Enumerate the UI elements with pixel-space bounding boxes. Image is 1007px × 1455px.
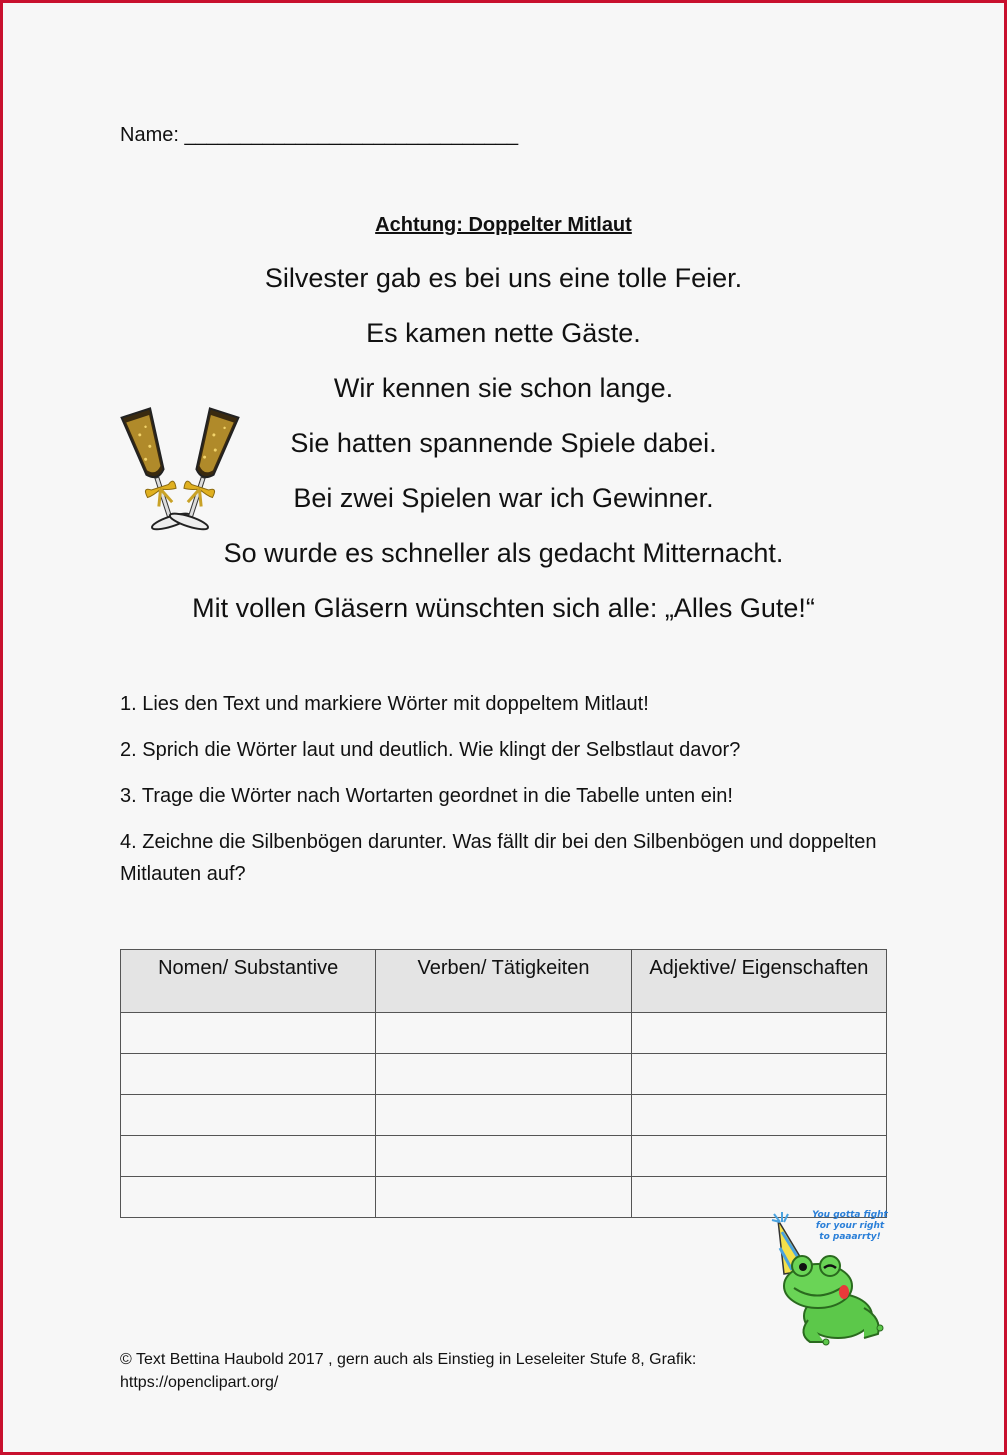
story-line: Bei zwei Spielen war ich Gewinner. — [293, 483, 714, 513]
task-item: 3. Trage die Wörter nach Wortarten geordnet in die Tabelle unten ein! — [120, 785, 733, 807]
footer-credit-line: © Text Bettina Haubold 2017 , gern auch als Einstieg in Leseleiter Stufe 8, Grafik: — [120, 1351, 697, 1368]
table-cell[interactable] — [121, 1013, 376, 1054]
story-line: Sie hatten spannende Spiele dabei. — [290, 428, 717, 458]
table-header-row — [121, 950, 887, 1013]
column-header-adjectives: Adjektive/ Eigenschaften — [631, 950, 886, 1013]
task-item: 1. Lies den Text und markiere Wörter mit doppeltem Mitlaut! — [120, 693, 649, 715]
table-cell[interactable] — [376, 1054, 631, 1095]
worksheet-heading: Achtung: Doppelter Mitlaut — [375, 214, 632, 236]
table-cell[interactable] — [631, 1095, 886, 1136]
task-item: 4. Zeichne die Silbenbögen darunter. Was fällt dir bei den Silbenbögen und doppelten Mitlauten auf? — [120, 831, 877, 885]
name-field-label: Name: ______________________________ — [120, 124, 519, 146]
table-cell[interactable] — [376, 1013, 631, 1054]
footer-credit — [120, 1348, 880, 1394]
column-header-verbs: Verben/ Tätigkeiten — [376, 950, 631, 1013]
table-row — [121, 1136, 887, 1177]
table-cell[interactable] — [121, 1136, 376, 1177]
table-cell[interactable] — [121, 1177, 376, 1218]
word-classification-table — [120, 949, 887, 1218]
task-list — [120, 688, 880, 904]
table-cell[interactable] — [376, 1177, 631, 1218]
table-cell[interactable] — [121, 1095, 376, 1136]
table-cell[interactable] — [376, 1095, 631, 1136]
table-row — [121, 1095, 887, 1136]
table-cell[interactable] — [121, 1054, 376, 1095]
task-item: 2. Sprich die Wörter laut und deutlich. Wie klingt der Selbstlaut davor? — [120, 739, 741, 761]
footer-credit-url[interactable]: https://openclipart.org/ — [120, 1374, 279, 1391]
table-cell[interactable] — [376, 1136, 631, 1177]
story-line: Silvester gab es bei uns eine tolle Feier. — [264, 263, 743, 293]
table-cell[interactable] — [631, 1013, 886, 1054]
story-line: Mit vollen Gläsern wünschten sich alle: „Alles Gute!“ — [192, 593, 815, 623]
story-line: Es kamen nette Gäste. — [366, 318, 641, 348]
table-cell[interactable] — [631, 1136, 886, 1177]
story-line: Wir kennen sie schon lange. — [333, 373, 674, 403]
table-row — [121, 1054, 887, 1095]
table-cell[interactable] — [631, 1054, 886, 1095]
frog-slogan-text: You gotta fight for your right to paaarrty! — [812, 1210, 888, 1242]
table-row — [121, 1013, 887, 1054]
champagne-glasses-icon — [100, 402, 260, 542]
column-header-nouns: Nomen/ Substantive — [121, 950, 376, 1013]
story-line: So wurde es schneller als gedacht Mitternacht. — [223, 538, 784, 568]
